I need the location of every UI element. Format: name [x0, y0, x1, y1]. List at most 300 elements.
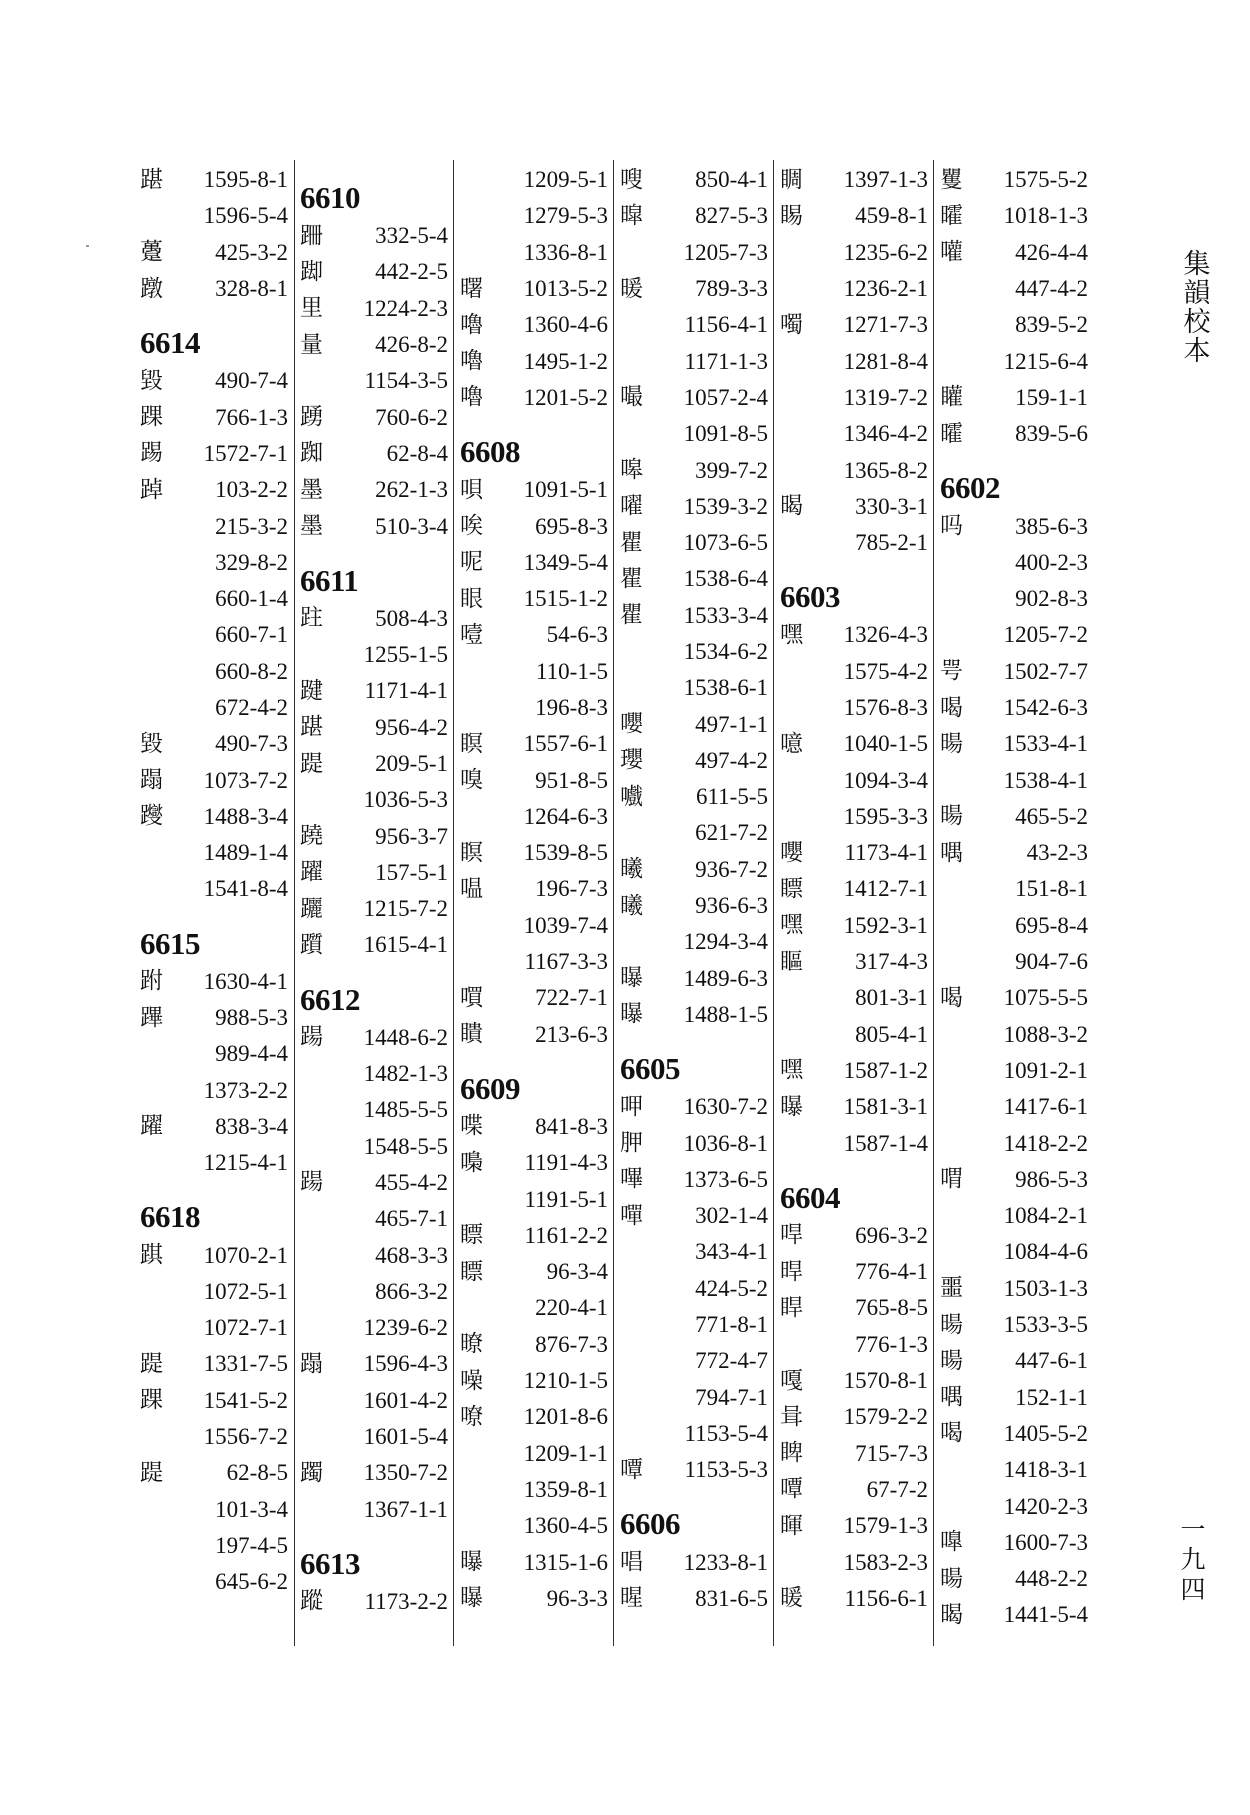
index-entry — [300, 399, 448, 435]
index-entry — [300, 1165, 448, 1201]
entry-reference: 96-3-3 — [546, 1585, 608, 1611]
entry-reference: 838-3-4 — [215, 1113, 288, 1139]
entry-reference: 1533-3-5 — [1003, 1312, 1088, 1338]
entry-character: 嚶 — [780, 839, 803, 866]
entry-reference: 1224-2-3 — [363, 295, 448, 321]
entry-reference: 1073-6-5 — [683, 530, 768, 556]
entry-character: 暍 — [780, 493, 803, 520]
index-entry — [940, 416, 1088, 452]
entry-character: 喝 — [940, 694, 963, 721]
index-entry — [140, 1237, 288, 1273]
index-entry — [300, 1056, 448, 1092]
index-entry — [780, 525, 928, 561]
entry-reference: 1326-4-3 — [843, 622, 928, 648]
entry-reference: 951-8-5 — [535, 767, 608, 793]
entry-reference: 442-2-5 — [375, 259, 448, 285]
index-entry — [460, 980, 608, 1016]
index-entry — [140, 198, 288, 234]
index-entry — [940, 654, 1088, 690]
index-entry — [460, 1544, 608, 1580]
index-entry — [940, 1017, 1088, 1053]
entry-character: 咠 — [780, 1403, 803, 1430]
entry-reference: 1538-4-1 — [1003, 767, 1088, 793]
index-entry — [620, 307, 768, 343]
entry-reference: 827-5-3 — [695, 203, 768, 229]
entry-character: 暍 — [940, 1601, 963, 1628]
entry-reference: 1091-2-1 — [1003, 1057, 1088, 1083]
entry-reference: 1072-5-1 — [203, 1278, 288, 1304]
entry-reference: 262-1-3 — [375, 477, 448, 503]
index-entry — [460, 654, 608, 690]
entry-character: 踝 — [140, 1387, 163, 1414]
entry-character: 嚱 — [620, 783, 643, 810]
entry-character: 嘽 — [620, 1202, 643, 1229]
index-entry — [940, 1198, 1088, 1234]
entry-reference: 1579-2-2 — [843, 1404, 928, 1430]
index-entry — [940, 1380, 1088, 1416]
index-entry — [620, 1544, 768, 1580]
entry-reference: 1575-4-2 — [843, 658, 928, 684]
section-heading: 6603 — [780, 579, 840, 615]
entry-reference: 1360-4-5 — [523, 1513, 608, 1539]
entry-character: 睥 — [780, 1440, 803, 1467]
index-entry — [140, 1000, 288, 1036]
entry-reference: 1548-5-5 — [363, 1133, 448, 1159]
index-entry — [460, 235, 608, 271]
index-entry — [940, 1162, 1088, 1198]
entry-character: 蹕 — [140, 1004, 163, 1031]
index-entry — [460, 726, 608, 762]
entry-reference: 209-5-1 — [375, 751, 448, 776]
index-entry — [780, 1053, 928, 1089]
index-entry — [300, 472, 448, 508]
entry-reference: 672-4-2 — [215, 695, 288, 720]
section-heading: 6608 — [460, 434, 520, 470]
entry-reference: 1365-8-2 — [843, 457, 928, 483]
column-divider — [453, 160, 454, 1646]
index-entry — [140, 617, 288, 653]
entry-reference: 447-4-2 — [1015, 276, 1088, 302]
index-entry — [620, 416, 768, 452]
entry-reference: 1576-8-3 — [843, 695, 928, 720]
entry-character: 暘 — [940, 730, 963, 757]
index-entry — [460, 1017, 608, 1053]
entry-character: 躍 — [300, 859, 323, 886]
entry-character: 嚶 — [620, 711, 643, 738]
index-entry — [780, 235, 928, 271]
index-entry — [780, 980, 928, 1016]
entry-reference: 1161-2-2 — [524, 1222, 608, 1248]
entry-character: 噣 — [780, 311, 803, 338]
entry-character: 嗖 — [620, 166, 643, 193]
index-entry — [620, 1234, 768, 1270]
index-entry — [460, 762, 608, 798]
entry-reference: 1542-6-3 — [1003, 695, 1088, 720]
entry-character: 蹋 — [300, 1350, 323, 1377]
entry-reference: 766-1-3 — [215, 404, 288, 430]
index-entry — [780, 1363, 928, 1399]
entry-reference: 1503-1-3 — [1003, 1275, 1088, 1301]
page-number-char: 四 — [1180, 1575, 1206, 1604]
index-entry — [620, 235, 768, 271]
entry-reference: 904-7-6 — [1015, 949, 1088, 975]
index-entry — [620, 852, 768, 888]
index-entry — [140, 835, 288, 871]
index-column — [300, 162, 448, 1620]
index-column — [460, 162, 608, 1617]
index-entry — [140, 436, 288, 472]
entry-reference: 1556-7-2 — [203, 1424, 288, 1450]
entry-character: 曝 — [460, 1585, 483, 1612]
index-entry — [620, 598, 768, 634]
index-entry — [620, 1162, 768, 1198]
entry-character: 暘 — [940, 1311, 963, 1338]
index-entry — [460, 1290, 608, 1326]
entry-character: 嚁 — [620, 493, 643, 520]
entry-character: 瞟 — [460, 1222, 483, 1249]
entry-character: 嘿 — [780, 621, 803, 648]
entry-character: 踼 — [300, 1169, 323, 1196]
entry-reference: 660-1-4 — [215, 586, 288, 612]
entry-reference: 1084-4-6 — [1003, 1239, 1088, 1265]
index-entry — [780, 307, 928, 343]
entry-reference: 1072-7-1 — [203, 1315, 288, 1341]
entry-character: 蹺 — [300, 823, 323, 850]
entry-reference: 850-4-1 — [695, 167, 768, 193]
index-entry — [940, 1089, 1088, 1125]
entry-reference: 497-4-2 — [695, 747, 768, 773]
entry-character: 踟 — [300, 440, 323, 467]
index-entry — [300, 927, 448, 963]
entry-character: 暖 — [780, 1585, 803, 1612]
entry-reference: 1541-8-4 — [203, 876, 288, 902]
entry-character: 暉 — [780, 1512, 803, 1539]
entry-character: 躓 — [300, 931, 323, 958]
column-divider — [294, 160, 295, 1646]
index-entry — [780, 198, 928, 234]
entry-reference: 611-5-5 — [696, 784, 768, 810]
index-entry — [460, 835, 608, 871]
entry-character: 里 — [300, 295, 323, 322]
index-entry — [620, 162, 768, 198]
index-entry — [140, 1383, 288, 1419]
entry-reference: 989-4-4 — [215, 1041, 288, 1067]
index-entry — [460, 581, 608, 617]
entry-reference: 157-5-1 — [375, 859, 448, 885]
index-entry — [780, 1218, 928, 1254]
index-entry — [300, 218, 448, 254]
entry-reference: 459-8-1 — [855, 203, 928, 229]
section-heading: 6604 — [780, 1179, 840, 1215]
index-entry — [140, 964, 288, 1000]
column-divider — [613, 160, 614, 1646]
entry-reference: 1233-8-1 — [683, 1549, 768, 1575]
index-entry — [140, 1145, 288, 1181]
index-entry — [300, 254, 448, 290]
entry-reference: 1205-7-2 — [1003, 622, 1088, 648]
entry-character: 瞿 — [620, 602, 643, 629]
entry-character: 嘹 — [460, 1403, 483, 1430]
entry-character: 噎 — [460, 621, 483, 648]
index-entry — [780, 871, 928, 907]
entry-reference: 385-6-3 — [1015, 513, 1088, 539]
entry-reference: 508-4-3 — [375, 605, 448, 631]
index-entry — [140, 235, 288, 271]
entry-character: 躅 — [300, 1459, 323, 1486]
entry-reference: 448-2-2 — [1015, 1566, 1088, 1592]
index-entry — [140, 1036, 288, 1072]
entry-reference: 1013-5-2 — [523, 276, 608, 302]
entry-reference: 1209-1-1 — [523, 1440, 608, 1466]
entry-character: 瞿 — [620, 529, 643, 556]
index-entry — [620, 271, 768, 307]
entry-character: 踔 — [140, 476, 163, 503]
entry-reference: 43-2-3 — [1026, 840, 1088, 866]
index-entry — [300, 746, 448, 782]
index-entry — [940, 1452, 1088, 1488]
entry-reference: 1587-1-2 — [843, 1057, 928, 1083]
index-entry — [300, 782, 448, 818]
section-heading: 6605 — [620, 1051, 680, 1087]
section-heading: 6602 — [940, 470, 1000, 506]
entry-reference: 1418-2-2 — [1003, 1130, 1088, 1156]
entry-reference: 1075-5-5 — [1003, 985, 1088, 1011]
entry-reference: 1417-6-1 — [1003, 1094, 1088, 1120]
index-entry — [620, 924, 768, 960]
index-entry — [780, 416, 928, 452]
index-entry — [620, 997, 768, 1033]
entry-reference: 426-4-4 — [1015, 239, 1088, 265]
entry-character: 吗 — [940, 513, 963, 540]
index-entry — [620, 961, 768, 997]
entry-reference: 1091-5-1 — [523, 477, 608, 503]
entry-character: 墨 — [300, 476, 323, 503]
entry-character: 晘 — [780, 1258, 803, 1285]
entry-reference: 1279-5-3 — [523, 203, 608, 229]
index-entry — [940, 944, 1088, 980]
entry-reference: 722-7-1 — [535, 985, 608, 1011]
entry-character: 踑 — [140, 1242, 163, 1269]
index-entry — [140, 799, 288, 835]
index-entry — [300, 891, 448, 927]
index-entry — [780, 799, 928, 835]
index-entry — [300, 637, 448, 673]
entry-reference: 468-3-3 — [375, 1242, 448, 1268]
entry-reference: 1397-1-3 — [843, 167, 928, 193]
entry-character: 曤 — [940, 420, 963, 447]
index-entry — [940, 581, 1088, 617]
entry-reference: 1601-4-2 — [363, 1387, 448, 1413]
entry-character: 踢 — [140, 440, 163, 467]
index-entry — [460, 472, 608, 508]
entry-reference: 1154-3-5 — [364, 368, 448, 394]
index-entry — [460, 162, 608, 198]
entry-reference: 1281-8-4 — [843, 348, 928, 374]
entry-reference: 765-8-5 — [855, 1295, 928, 1321]
index-entry — [620, 670, 768, 706]
index-entry — [940, 1561, 1088, 1597]
entry-reference: 1156-6-1 — [844, 1585, 928, 1611]
index-entry — [780, 1544, 928, 1580]
entry-reference: 1156-4-1 — [684, 312, 768, 338]
entry-reference: 1485-5-5 — [363, 1097, 448, 1123]
entry-reference: 1171-4-1 — [364, 678, 448, 704]
index-entry — [460, 944, 608, 980]
index-entry — [940, 380, 1088, 416]
page-number-char: 一 — [1180, 1515, 1206, 1544]
entry-reference: 1084-2-1 — [1003, 1203, 1088, 1229]
index-entry — [300, 1020, 448, 1056]
column-divider — [773, 160, 774, 1646]
entry-reference: 1209-5-1 — [523, 167, 608, 193]
index-entry — [780, 908, 928, 944]
index-entry — [460, 198, 608, 234]
entry-reference: 1040-1-5 — [843, 731, 928, 757]
index-entry — [140, 399, 288, 435]
entry-reference: 645-6-2 — [215, 1569, 288, 1595]
page-number — [1178, 1515, 1208, 1605]
entry-reference: 424-5-2 — [695, 1275, 768, 1301]
entry-reference: 695-8-3 — [535, 513, 608, 539]
entry-reference: 1373-6-5 — [683, 1166, 768, 1192]
index-entry — [780, 654, 928, 690]
entry-reference: 62-8-5 — [226, 1460, 288, 1486]
entry-reference: 152-1-1 — [1015, 1384, 1088, 1410]
entry-character: 瞟 — [460, 1258, 483, 1285]
entry-reference: 772-4-7 — [695, 1348, 768, 1374]
entry-reference: 1489-1-4 — [203, 840, 288, 866]
entry-reference: 1539-8-5 — [523, 840, 608, 866]
index-entry — [460, 508, 608, 544]
column-divider — [933, 160, 934, 1646]
index-entry — [140, 762, 288, 798]
index-entry — [620, 452, 768, 488]
entry-reference: 1373-2-2 — [203, 1077, 288, 1103]
entry-reference: 936-6-3 — [695, 893, 768, 919]
index-entry — [940, 617, 1088, 653]
entry-reference: 1570-8-1 — [843, 1368, 928, 1394]
entry-character: 曝 — [460, 1549, 483, 1576]
entry-reference: 1359-8-1 — [523, 1476, 608, 1502]
entry-reference: 1094-3-4 — [843, 767, 928, 793]
index-entry — [460, 1254, 608, 1290]
index-entry — [460, 799, 608, 835]
entry-reference: 1412-7-1 — [843, 876, 928, 902]
entry-reference: 1057-2-4 — [683, 384, 768, 410]
entry-character: 踼 — [300, 1024, 323, 1051]
index-entry — [780, 380, 928, 416]
entry-reference: 317-4-3 — [855, 949, 928, 975]
running-title-char: 集 — [1183, 249, 1211, 280]
entry-reference: 866-3-2 — [375, 1278, 448, 1304]
entry-reference: 110-1-5 — [536, 658, 608, 684]
entry-character: 踶 — [300, 750, 323, 777]
entry-character: 暘 — [940, 1565, 963, 1592]
index-entry — [940, 762, 1088, 798]
entry-character: 瞑 — [460, 839, 483, 866]
entry-reference: 771-8-1 — [695, 1312, 768, 1338]
entry-reference: 103-2-2 — [215, 477, 288, 503]
scan-speck — [86, 245, 89, 247]
entry-character: 踶 — [140, 1350, 163, 1377]
index-entry — [140, 1073, 288, 1109]
section-heading: 6609 — [460, 1070, 520, 1106]
entry-character: 躍 — [140, 1113, 163, 1140]
entry-character: 睅 — [780, 1294, 803, 1321]
entry-reference: 1210-1-5 — [523, 1368, 608, 1394]
index-entry — [300, 1129, 448, 1165]
index-entry — [140, 726, 288, 762]
running-title-char: 本 — [1183, 336, 1211, 367]
entry-reference: 1201-8-6 — [523, 1404, 608, 1430]
entry-character: 呷 — [620, 1093, 643, 1120]
index-entry — [780, 452, 928, 488]
entry-character: 瞿 — [620, 565, 643, 592]
entry-reference: 1595-3-3 — [843, 803, 928, 829]
section-heading: 6614 — [140, 325, 200, 361]
index-entry — [940, 235, 1088, 271]
index-entry — [620, 1581, 768, 1617]
entry-character: 嗢 — [460, 875, 483, 902]
running-title-char: 韻 — [1183, 278, 1211, 309]
index-entry — [300, 363, 448, 399]
entry-reference: 1600-7-3 — [1003, 1529, 1088, 1555]
index-entry — [300, 327, 448, 363]
index-entry — [620, 1343, 768, 1379]
index-entry — [780, 1017, 928, 1053]
entry-reference: 988-5-3 — [215, 1005, 288, 1031]
index-entry — [140, 1419, 288, 1455]
entry-character: 眼 — [460, 585, 483, 612]
entry-reference: 1073-7-2 — [203, 767, 288, 793]
index-entry — [140, 654, 288, 690]
index-entry — [940, 1488, 1088, 1524]
entry-reference: 62-8-4 — [386, 440, 448, 466]
index-entry — [940, 799, 1088, 835]
index-entry — [140, 1492, 288, 1528]
index-entry — [140, 1564, 288, 1600]
entry-reference: 1331-7-5 — [203, 1351, 288, 1377]
section-heading: 6606 — [620, 1506, 680, 1542]
entry-character: 墨 — [300, 513, 323, 540]
index-entry — [300, 818, 448, 854]
index-entry — [620, 1416, 768, 1452]
index-entry — [460, 271, 608, 307]
entry-reference: 776-1-3 — [855, 1331, 928, 1357]
entry-reference: 1488-3-4 — [203, 803, 288, 829]
index-entry — [940, 1416, 1088, 1452]
index-entry — [460, 545, 608, 581]
entry-reference: 1088-3-2 — [1003, 1021, 1088, 1047]
entry-character: 嚾 — [940, 239, 963, 266]
entry-character: 踸 — [300, 714, 323, 741]
entry-reference: 425-3-2 — [215, 239, 288, 265]
index-entry — [940, 1271, 1088, 1307]
entry-reference: 956-3-7 — [375, 823, 448, 849]
index-entry — [940, 545, 1088, 581]
entry-character: 睭 — [780, 166, 803, 193]
entry-reference: 776-4-1 — [855, 1259, 928, 1285]
entry-character: 暒 — [620, 1585, 643, 1612]
entry-character: 曝 — [620, 1001, 643, 1028]
index-entry — [620, 779, 768, 815]
entry-reference: 841-8-3 — [535, 1113, 608, 1139]
entry-reference: 1515-1-2 — [523, 586, 608, 612]
running-title — [1182, 250, 1212, 366]
entry-character: 嗶 — [620, 1166, 643, 1193]
index-entry — [140, 690, 288, 726]
entry-reference: 54-6-3 — [546, 622, 608, 648]
